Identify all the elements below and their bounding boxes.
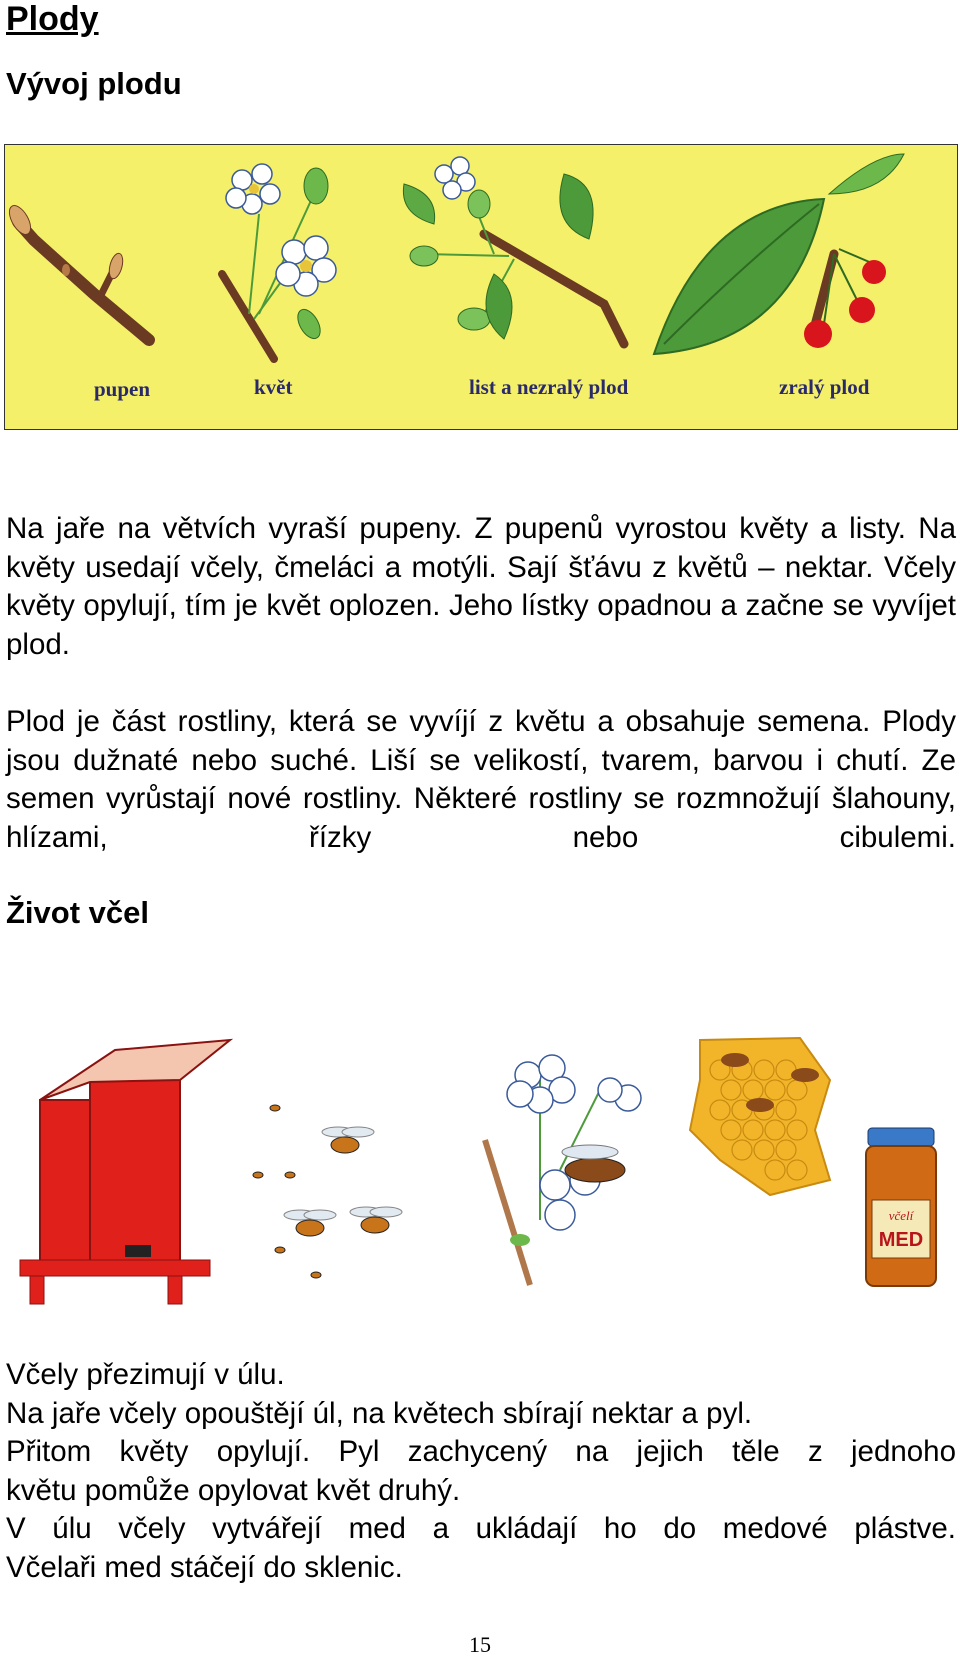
page-number: 15 bbox=[469, 1632, 491, 1657]
label-flower: květ bbox=[254, 375, 293, 399]
section-heading-fruit-development: Vývoj plodu bbox=[6, 66, 182, 101]
flying-bees-drawing bbox=[253, 1105, 402, 1278]
paragraph-spring: Na jaře na větvích vyraší pupeny. Z pupenů vyrostou květy a listy. Na květy usedají včely, čmeláci a motýli. Sají šťávu z květů – nektar. Včely květy opylují, tím je květ oplozen. Jeho lístky opadnou a začne se vyvíjet plod. bbox=[6, 512, 956, 661]
label-leaf-unripe: list a nezralý plod bbox=[469, 375, 629, 399]
bee-line-3: Přitom květy opylují. Pyl zachycený na jejich těle z jednoho bbox=[6, 1435, 956, 1468]
honeycomb-drawing bbox=[690, 1038, 830, 1195]
paragraph-fruit-definition: Plod je část rostliny, která se vyvíjí z květu a obsahuje semena. Plody jsou dužnaté nebo suché. Liší se velikostí, tvarem, barvou i chutí. Ze semen vyrůstají nové rostliny. Některé rostliny se rozmnožují šlahouny, hlízami, řízky nebo cibulemi. bbox=[6, 705, 956, 854]
bee-line-2: Na jaře včely opouštějí úl, na květech sbírají nektar a pyl. bbox=[6, 1396, 753, 1430]
label-ripe: zralý plod bbox=[779, 375, 870, 399]
beehive-drawing bbox=[20, 1040, 230, 1304]
section-heading-bee-life: Život včel bbox=[6, 895, 149, 930]
bee-on-flower-drawing bbox=[485, 1055, 641, 1285]
bee-text-block bbox=[6, 1356, 956, 1587]
bee-life-illustration bbox=[0, 1020, 960, 1310]
jar-label-main: MED bbox=[878, 1229, 924, 1251]
page-title: Plody bbox=[6, 0, 99, 38]
bee-line-1: Včely přezimují v úlu. bbox=[6, 1358, 285, 1391]
cherry-development-illustration bbox=[4, 144, 958, 430]
jar-label-top: včelí bbox=[888, 1208, 914, 1223]
honey-jar-drawing bbox=[866, 1128, 936, 1286]
bee-line-4: květu pomůže opylovat květ druhý. bbox=[6, 1473, 461, 1507]
bee-line-5: V úlu včely vytvářejí med a ukládají ho do medové plástve. bbox=[6, 1512, 956, 1545]
label-bud: pupen bbox=[94, 377, 151, 401]
bee-line-6: Včelaři med stáčejí do sklenic. bbox=[6, 1550, 403, 1584]
